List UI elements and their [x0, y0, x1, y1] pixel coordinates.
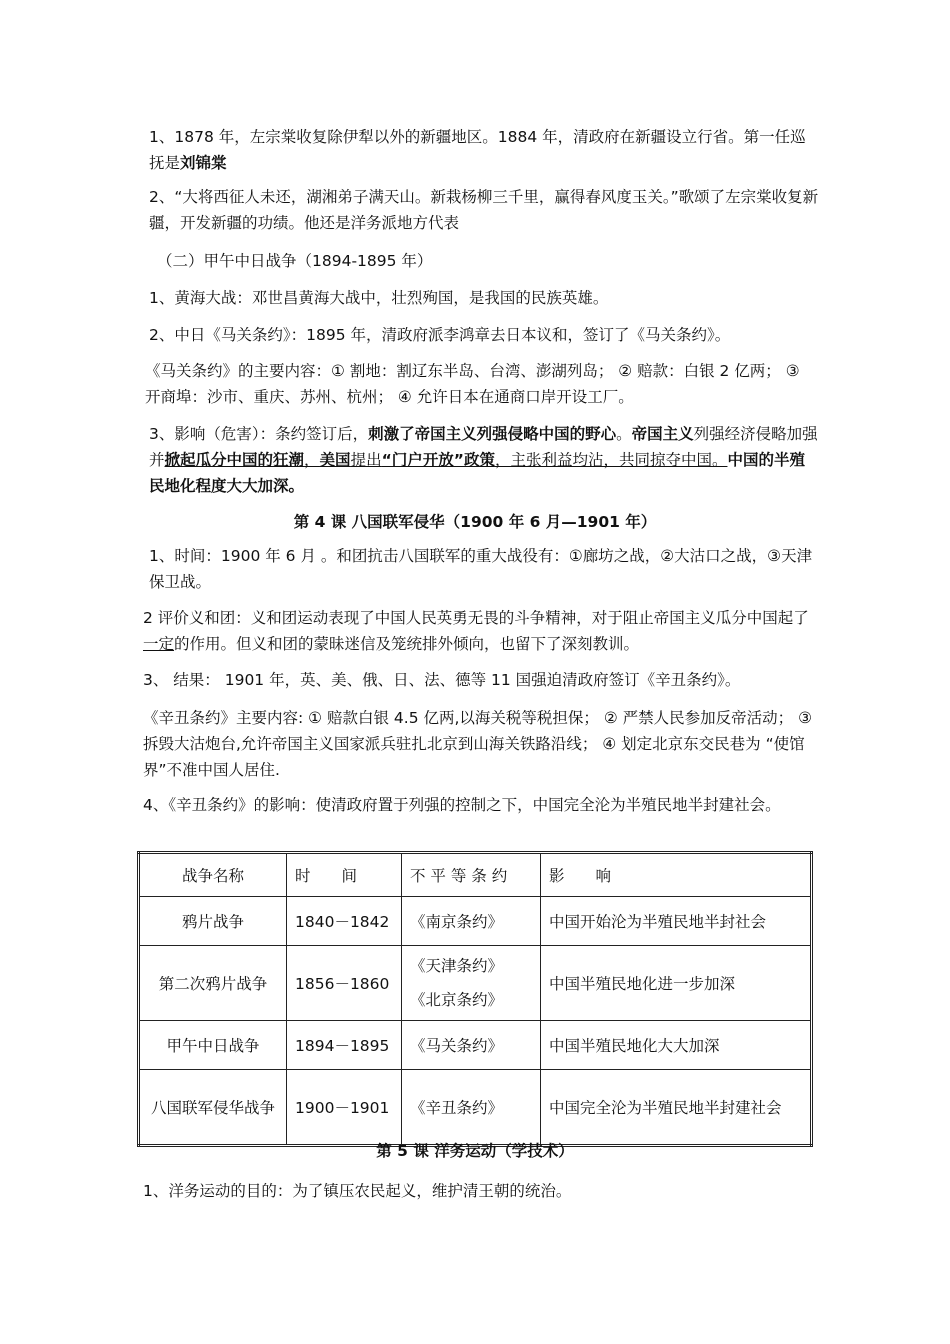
paragraph-shimonoseki-content: 《马关条约》的主要内容：① 割地：割辽东半岛、台湾、澎湖列岛； ② 赔款：白银 2 亿两； ③ 开商埠：沙市、重庆、苏州、杭州； ④ 允许日本在通商口岸开设工厂。 — [145, 362, 800, 406]
impact-text: 列强经济侵略加强并 — [149, 425, 818, 469]
impact-text: 。 — [616, 425, 632, 443]
lesson-5-title: 第 5 课 洋务运动（学技术） — [376, 1142, 574, 1160]
paragraph-xinjiang — [143, 124, 819, 176]
lesson-4-title: 第 4 课 八国联军侵华（1900 年 6 月—1901 年） — [293, 513, 657, 531]
impact-underlined: 提出 — [350, 451, 382, 469]
treaty-cell — [402, 946, 541, 1021]
table-row — [139, 946, 812, 1021]
paragraph-result: 3、 结果： 1901 年，英、美、俄、日、法、德等 11 国强迫清政府签订《辛丑条约》。 — [143, 671, 741, 689]
war-summary-table — [137, 851, 813, 1147]
section-title-sino-japanese-war: （二）甲午中日战争（1894-1895 年） — [157, 252, 433, 270]
paragraph-boxer-evaluation — [143, 605, 813, 657]
paragraph-time: 1、时间：1900 年 6 月 。和团抗击八国联军的重大战役有：①廊坊之战，②大沽口之战，③天津保卫战。 — [149, 547, 813, 591]
paragraph-yellow-sea: 1、黄海大战：邓世昌黄海大战中，壮烈殉国，是我国的民族英雄。 — [149, 289, 609, 307]
war-name-cell: 鸦片战争 — [139, 897, 287, 946]
paragraph-poem: 2、“大将西征人未还，湖湘弟子满天山。新栽杨柳三千里，赢得春风度玉关。”歌颂了左宗棠收复新疆，开发新疆的功绩。他还是洋务派地方代表 — [149, 188, 819, 232]
impact-bold: 刺激了帝国主义列强侵略中国的野心 — [368, 425, 617, 443]
paragraph-boxer-protocol-content: 《辛丑条约》主要内容: ① 赔款白银 4.5 亿两,以海关税等税担保； ② 严禁人民参加反帝活动； ③ 拆毁大沽炮台,允许帝国主义国家派兵驻扎北京到山海关铁路沿线； ④ 划定北京东交民巷为 “使馆界”不准中国人居住. — [143, 709, 812, 779]
impact-text: 3、影响（危害）：条约签订后， — [149, 425, 369, 443]
table-row — [139, 1070, 812, 1146]
treaty-cell: 《马关条约》 — [402, 1021, 541, 1070]
impact-bold-underlined: “门户开放”政策 — [381, 451, 495, 469]
effect-cell: 中国开始沦为半殖民地半封社会 — [541, 897, 812, 946]
table-header-row — [139, 853, 812, 897]
paragraph-text: 1、1878 年，左宗棠收复除伊犁以外的新疆地区。1884 年，清政府在新疆设立行省。第一任巡抚是 — [149, 128, 806, 172]
paragraph-impact — [143, 421, 819, 499]
time-cell: 1856－1860 — [287, 946, 402, 1021]
effect-cell: 中国半殖民地化大大加深 — [541, 1021, 812, 1070]
war-name-cell: 八国联军侵华战争 — [139, 1070, 287, 1146]
table-row — [139, 1021, 812, 1070]
effect-cell: 中国完全沦为半殖民地半封建社会 — [541, 1070, 812, 1146]
table-header-cell: 不 平 等 条 约 — [402, 853, 541, 897]
paragraph-shimonoseki: 2、中日《马关条约》：1895 年，清政府派李鸿章去日本议和，签订了《马关条约》。 — [149, 326, 731, 344]
impact-underlined: ，主张利益均沾，共同掠夺中国。 — [494, 451, 728, 469]
treaty-cell: 《辛丑条约》 — [402, 1070, 541, 1146]
impact-bold-underlined: 掀起瓜分中国的狂潮 — [164, 451, 305, 469]
treaty-name: 《北京条约》 — [410, 991, 504, 1009]
evaluation-underlined: 一定 — [143, 635, 175, 653]
impact-underlined: ， — [304, 451, 320, 469]
time-cell: 1894－1895 — [287, 1021, 402, 1070]
time-cell: 1840－1842 — [287, 897, 402, 946]
treaty-name: 《天津条约》 — [410, 957, 504, 975]
table-header-cell: 影 响 — [541, 853, 812, 897]
paragraph-westernization-purpose: 1、洋务运动的目的：为了镇压农民起义，维护清王朝的统治。 — [143, 1182, 572, 1200]
evaluation-text: 2 评价义和团：义和团运动表现了中国人民英勇无畏的斗争精神，对于阻止帝国主义瓜分中国起了 — [143, 609, 809, 627]
evaluation-text: 的作用。但义和团的蒙昧迷信及笼统排外倾向，也留下了深刻教训。 — [174, 635, 640, 653]
time-cell: 1900－1901 — [287, 1070, 402, 1146]
table-header-cell: 战争名称 — [139, 853, 287, 897]
bold-text: 刘锦棠 — [180, 154, 227, 172]
impact-bold: 中国的半殖民地化程度大大加深。 — [149, 451, 805, 495]
paragraph-boxer-protocol-impact: 4、《辛丑条约》的影响：使清政府置于列强的控制之下，中国完全沦为半殖民地半封建社会。 — [143, 796, 781, 814]
table-header-cell: 时 间 — [287, 853, 402, 897]
impact-bold-underlined: 美国 — [319, 451, 351, 469]
effect-cell: 中国半殖民地化进一步加深 — [541, 946, 812, 1021]
table-row — [139, 897, 812, 946]
treaty-cell: 《南京条约》 — [402, 897, 541, 946]
impact-bold: 帝国主义 — [631, 425, 694, 443]
war-name-cell: 第二次鸦片战争 — [139, 946, 287, 1021]
war-name-cell: 甲午中日战争 — [139, 1021, 287, 1070]
